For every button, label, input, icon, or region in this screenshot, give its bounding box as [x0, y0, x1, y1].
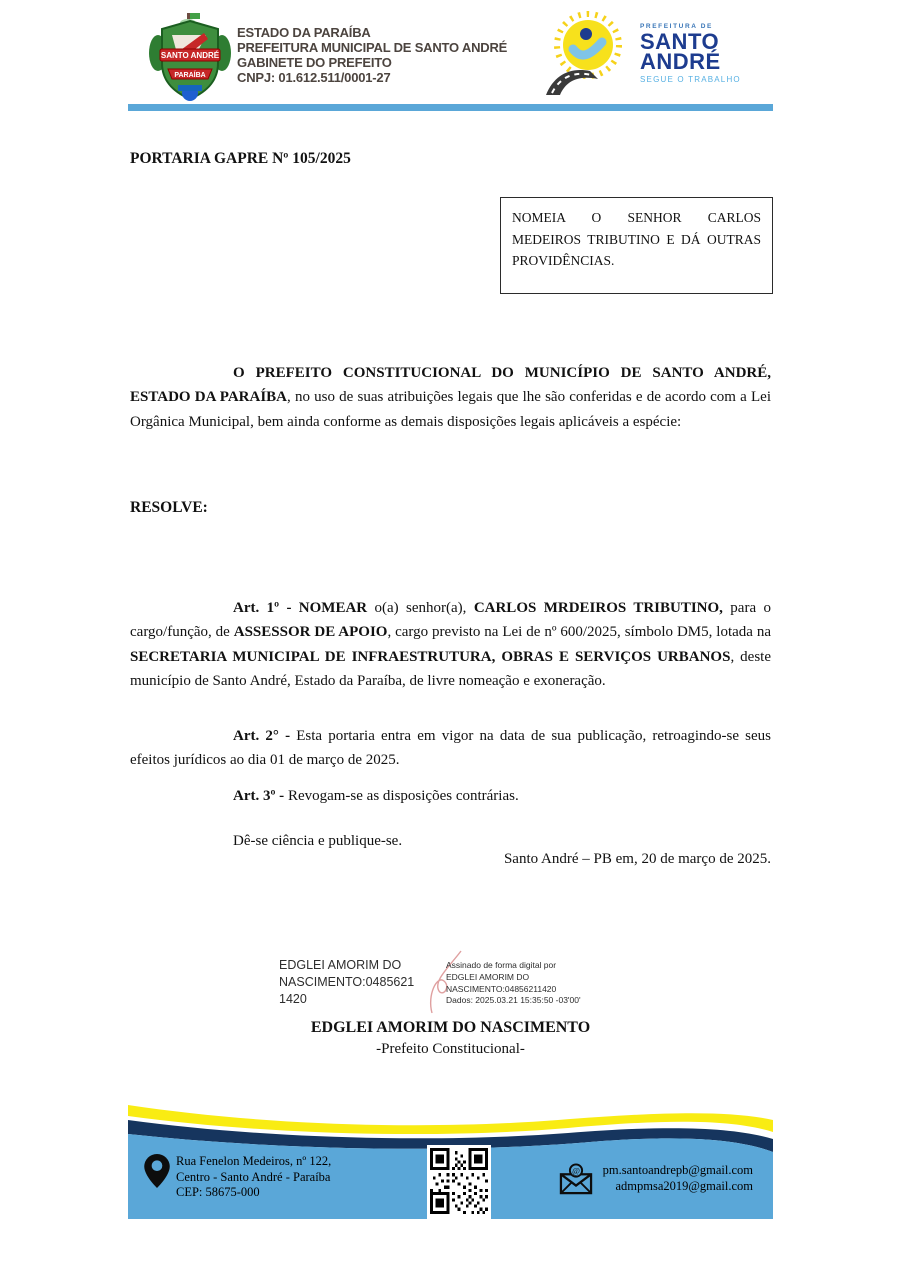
document-title: PORTARIA GAPRE Nº 105/2025 [130, 150, 351, 167]
footer [128, 1102, 773, 1219]
logo-slogan: SEGUE O TRABALHO [640, 74, 741, 84]
article-1: Art. 1º - NOMEAR o(a) senhor(a), CARLOS MRDEIROS TRIBUTINO, para o cargo/função, de ASSESSOR DE APOIO, cargo previsto na Lei de nº 600/2025, símbolo DM5, lotada na SECRETARIA MUNICIPAL DE INFRAESTRUTURA, OBRAS E SERVIÇOS URBANOS, deste município de Santo André, Estado da Paraíba, de livre nomeação e exoneração. [130, 600, 771, 689]
header-org-block: ESTADO DA PARAÍBA PREFEITURA MUNICIPAL DE SANTO ANDRÉ GABINETE DO PREFEITO CNPJ: 01.612.511/0001-27 [237, 25, 508, 85]
summary-box: NOMEIA O SENHOR CARLOS MEDEIROS TRIBUTINO E DÁ OUTRAS PROVIDÊNCIAS. [500, 197, 773, 294]
dateline: Santo André – PB em, 20 de março de 2025. [503, 851, 771, 867]
at-glyph: @ [571, 1165, 580, 1176]
logo-name-line2: ANDRÉ [640, 48, 721, 74]
footer-address [144, 1154, 331, 1201]
footer-email-lines: pm.santoandrepb@gmail.com admpmsa2019@gmail.com [602, 1163, 753, 1193]
crest-banner-text: SANTO ANDRÉ [160, 51, 220, 60]
digital-signature-details: Assinado de forma digital por EDGLEI AMORIM DO NASCIMENTO:04856211420 Dados: 2025.03.21 15:35:50 -03'00' [446, 960, 581, 1006]
article-3: Art. 3º - Revogam-se as disposições contrárias. [233, 788, 519, 804]
closing-line: Dê-se ciência e publique-se. [233, 833, 403, 849]
crest-sub-text: PARAÍBA [174, 72, 206, 79]
signer-name: EDGLEI AMORIM DO NASCIMENTO [310, 1019, 591, 1036]
digital-signature-block [279, 953, 649, 1025]
resolve-label: RESOLVE: [130, 499, 208, 516]
header-divider-bar [128, 104, 773, 111]
signer-title: -Prefeito Constitucional- [376, 1041, 525, 1057]
digital-signature-name: EDGLEI AMORIM DO NASCIMENTO:0485621 1420 [279, 958, 415, 1006]
footer-emails [557, 1163, 753, 1195]
logo-pretitle: PREFEITURA DE [640, 22, 713, 30]
city-logo [540, 9, 741, 97]
sun-road-icon [540, 9, 636, 97]
coat-of-arms [148, 11, 232, 108]
intro-paragraph: O PREFEITO CONSTITUCIONAL DO MUNICÍPIO DE SANTO ANDRÉ, ESTADO DA PARAÍBA, no uso de suas atribuições legais que lhe são conferidas e de acordo com a Lei Orgânica Municipal, bem ainda conforme as demais disposições legais aplicáveis a espécie: [130, 365, 771, 430]
email-icon [557, 1163, 595, 1195]
footer-address-lines: Rua Fenelon Medeiros, nº 122, Centro - Santo André - Paraíba CEP: 58675-000 [176, 1154, 332, 1199]
qr-code [427, 1145, 491, 1222]
logo-name-line1: SANTO [640, 28, 720, 54]
location-pin-icon [144, 1154, 170, 1188]
article-2: Art. 2° - Esta portaria entra em vigor na data de sua publicação, retroagindo-se seus efeitos jurídicos ao dia 01 de março de 2025. [130, 728, 772, 769]
